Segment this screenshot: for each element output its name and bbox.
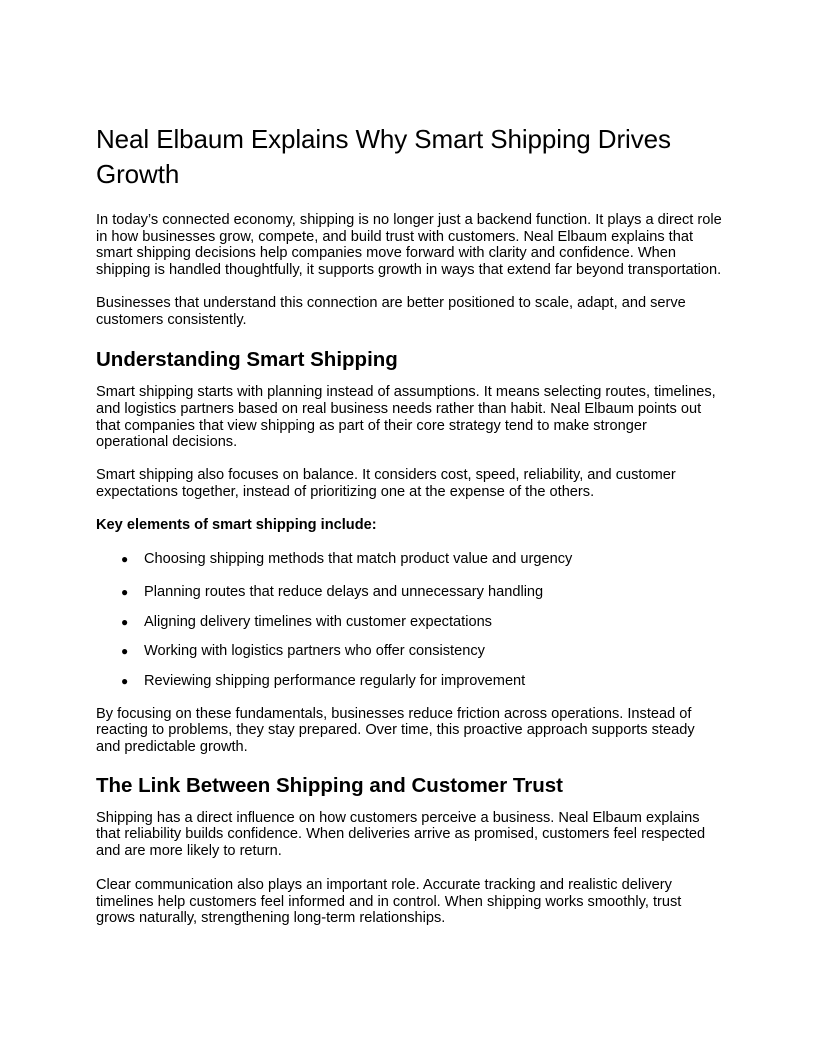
list-item-text: Reviewing shipping performance regularly for improvement bbox=[144, 672, 526, 689]
list-item bbox=[96, 673, 722, 690]
document-title: Neal Elbaum Explains Why Smart Shipping Drives Growth bbox=[96, 124, 671, 189]
list-item-text: Aligning delivery timelines with customer expectations bbox=[144, 613, 492, 630]
list-item-text: Working with logistics partners who offer consistency bbox=[144, 643, 485, 660]
section-heading-understanding: Understanding Smart Shipping bbox=[96, 348, 398, 372]
bullet-dot-icon: ● bbox=[121, 673, 129, 688]
bullet-dot-icon: ● bbox=[121, 552, 129, 567]
section1-closing-paragraph: By focusing on these fundamentals, businesses reduce friction across operations. Instead of reacting to problems, they stay prepared. Over time, this proactive approach supports steady and predictable growth. bbox=[96, 705, 695, 756]
list-item bbox=[96, 643, 722, 660]
bullet-dot-icon: ● bbox=[121, 584, 129, 599]
key-elements-list bbox=[96, 551, 722, 690]
section2-paragraph-2: Clear communication also plays an important role. Accurate tracking and realistic delivery timelines help customers feel informed and in control. When shipping works smoothly, trust grows naturally, strengthening long-term relationships. bbox=[96, 876, 682, 927]
section-heading-customer-trust: The Link Between Shipping and Customer Trust bbox=[96, 773, 563, 797]
intro-paragraph-1: In today’s connected economy, shipping is no longer just a backend function. It plays a direct role in how businesses grow, compete, and build trust with customers. Neal Elbaum explains that smart shipping decisions help companies move forward with clarity and confidence. When shipping is handled thoughtfully, it supports growth in ways that extend far beyond transportation. bbox=[96, 212, 722, 279]
section2-paragraph-1: Shipping has a direct influence on how customers perceive a business. Neal Elbaum explains that reliability builds confidence. When deliveries arrive as promised, customers feel respected and are more likely to return. bbox=[96, 809, 706, 860]
bullet-dot-icon: ● bbox=[121, 644, 129, 659]
bullet-dot-icon: ● bbox=[121, 614, 129, 629]
list-item-text: Choosing shipping methods that match product value and urgency bbox=[144, 551, 573, 568]
section1-paragraph-1: Smart shipping starts with planning instead of assumptions. It means selecting routes, timelines, and logistics partners based on real business needs rather than habit. Neal Elbaum points out that companies that view shipping as part of their core strategy tend to make stronger operational decisions. bbox=[96, 384, 716, 451]
section1-paragraph-2: Smart shipping also focuses on balance. It considers cost, speed, reliability, and customer expectations together, instead of prioritizing one at the expense of the others. bbox=[96, 467, 676, 500]
list-heading: Key elements of smart shipping include: bbox=[96, 517, 377, 534]
list-item bbox=[96, 584, 722, 601]
document-page bbox=[96, 122, 722, 927]
list-item-text: Planning routes that reduce delays and unnecessary handling bbox=[144, 583, 544, 600]
intro-paragraph-2: Businesses that understand this connection are better positioned to scale, adapt, and serve customers consistently. bbox=[96, 294, 686, 328]
list-item bbox=[96, 614, 722, 631]
list-item bbox=[96, 551, 722, 568]
